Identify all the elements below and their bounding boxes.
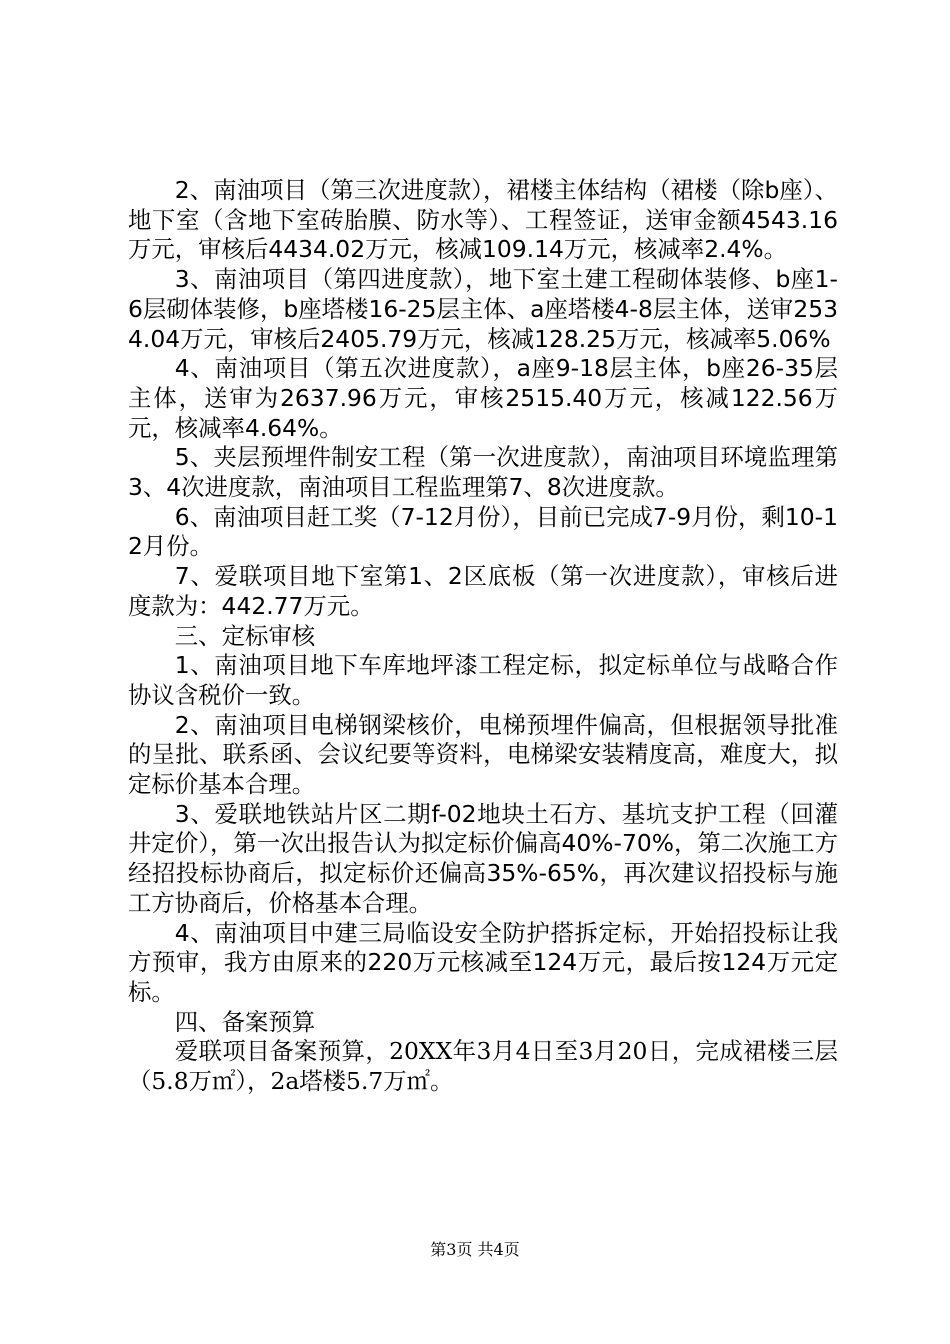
paragraph-item-6-rush-bonus: 6、南油项目赶工奖（7-12月份），目前已完成7-9月份，剩10-12月份。	[128, 502, 838, 561]
section-heading-filing-budget: 四、备案预算	[174, 1007, 316, 1036]
paragraph-bid-2-elevator-beam: 2、南油项目电梯钢梁核价，电梯预埋件偏高，但根据领导批准的呈批、联系函、会议纪要等资料，电梯梁安装精度高，难度大，拟定标价基本合理。	[128, 710, 838, 799]
paragraph-item-5-mezzanine: 5、夹层预埋件制安工程（第一次进度款），南油项目环境监理第3、4次进度款，南油项目工程监理第7、8次进度款。	[128, 443, 838, 502]
page-footer: 第3页 共4页	[430, 1240, 520, 1259]
paragraph-item-3-payment-4: 3、南油项目（第四进度款），地下室土建工程砌体装修、b座1-6层砌体装修，b座塔楼16-25层主体、a座塔楼4-8层主体，送审2534.04万元，审核后2405.79万元，核减128.25万元，核减率5.06%	[128, 265, 838, 353]
section-heading-bid-review: 三、定标审核	[174, 621, 316, 650]
paragraph-bid-3-earthwork: 3、爱联地铁站片区二期f-02地块土石方、基坑支护工程（回灌井定价），第一次出报告认为拟定标价偏高40%-70%，第二次施工方经招投标协商后，拟定标价还偏高35%-65%，再次建议招投标与施工方协商后，价格基本合理。	[128, 799, 838, 917]
paragraph-item-7-ailian-basement: 7、爱联项目地下室第1、2区底板（第一次进度款），审核后进度款为：442.77万元。	[128, 562, 838, 620]
paragraph-item-2-payment-3: 2、南油项目（第三次进度款），裙楼主体结构（裙楼（除b座）、地下室（含地下室砖胎膜、防水等）、工程签证，送审金额4543.16万元，审核后4434.02万元，核减109.14万元，核减率2.4%。	[128, 176, 838, 264]
document-body	[128, 176, 838, 1097]
paragraph-bid-1-floor-paint: 1、南油项目地下车库地坪漆工程定标，拟定标单位与战略合作协议含税价一致。	[128, 651, 838, 709]
paragraph-bid-4-safety-protection: 4、南油项目中建三局临设安全防护搭拆定标，开始招投标让我方预审，我方由原来的220万元核减至124万元，最后按124万元定标。	[128, 918, 838, 1006]
paragraph-filing-budget: 爱联项目备案预算，20XX年3月4日至3月20日，完成裙楼三层（5.8万㎡），2a塔楼5.7万㎡。	[128, 1037, 838, 1096]
paragraph-item-4-payment-5: 4、南油项目（第五次进度款），a座9-18层主体，b座26-35层主体，送审为2637.96万元，审核2515.40万元，核减122.56万元，核减率4.64%。	[128, 354, 838, 442]
